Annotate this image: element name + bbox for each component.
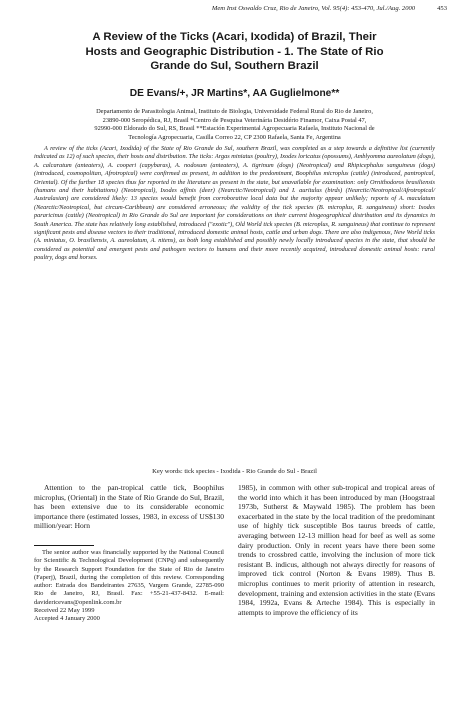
title-line-1: A Review of the Ticks (Acari, Ixodida) of Brazil, Their <box>92 31 377 43</box>
right-column-text: 1985), in common with other sub-tropical and tropical areas of the world into which it has been introduced by man (Hoogstraal 1973b, Sutherst & Maywald 1985). The problem has been exacerbated in the state by the local tradition of the predominant use of highly tick susceptible Bos taurus breeds of cattle, averaging between 12-13 million head for beef as well as some dairy production. Only in recent years have there been some trends to crossbred cattle, involving the inclusion of more tick resistant B. indicus, although not always directly for reasons of improved tick control (Norton & Evans 1989). Thus B. microplus continues to merit priority of attention in research, development, training and extension activities in the state (Evans 1984, 1992a, Evans & Arteche 1984). This is especially in attempts to improve the efficiency of its <box>238 483 435 617</box>
body-left-column <box>34 483 224 624</box>
title-line-3: Grande do Sul, Southern Brazil <box>150 60 319 72</box>
accepted-date: Accepted 4 January 2000 <box>34 615 100 623</box>
abstract: A review of the ticks (Acari, Ixodida) of the State of Rio Grande do Sul, southern Brazil, was completed as a step towards a definitive list (currently indicated as 12) of such species, their hosts and distribution. The ticks: Argas miniatus (poultry), Ixodes loricatus (opossums), Amblyomma aureolatum (dogs), A. calcaratum (anteaters), A. cooperi (capybaras), A. nodosum (anteaters), A. tigrinum (dogs) (Neotropical) and Rhipicephalus sanguineus (dogs) (introduced, cosmopolitan, Afrotropical) were confirmed as present, in addition to the predominant, Boophilus microplus (cattle) (introduced, pantropical, Oriental). Of the further 18 species thus far reported in the literature as present in the state, but unavailable for examination: only Ornithodoros brasiliensis (humans and their habitations) (Neotropical), Ixodes affinis (deer) (Nearctic/Neotropical) and I. auritulus (birds) (Nearctic/Neotropical/Afrotropical/ Australasian) are considered likely: 13 species would benefit from corroborative local data but the majority appear unlikely; reports of A. maculatum (Nearctic/Neotropical, but circum-Caribbean) are considered erroneous; the validity of the tick species (B. microplus, R. sanguineus) short: Ixodes pararicinus (cattle) (Neotropical) in Rio Grande do Sul are important for considerations on their current biogeographical distribution and its dynamics in South America. The state has relatively long established, introduced ("exotic"), Old World tick species (B. microplus, R. sanguineus) that continue to represent significant pests and disease vectors to their traditional, introduced domestic animal hosts, cattle and urban dogs. There are also indigenous, New World ticks (A. miniatus, O. brasiliensis, A. aureolatum, A. nitens), as both long established and possibly newly locally introduced species in the state, that should be considered as potential and emergent pests and pathogen vectors to humans and their more recently acquired, introduced domestic animal hosts: rural poultry, dogs and horses. <box>34 145 435 262</box>
affiliation-line-2: 23890-000 Seropédica, RJ, Brasil *Centro de Pesquisa Veterinária Desidério Finamor, Caixa Postal 47, <box>102 116 367 124</box>
keywords: Key words: tick species - Ixodida - Rio Grande do Sul - Brazil <box>152 468 317 475</box>
intro-paragraph: Attention to the pan-tropical cattle tick, Boophilus microplus, (Oriental) in the State of Rio Grande do Sul, Brazil, has been extensive due to its considerable economic importance there (estimated losses, 1983, in excess of US$130 million/year: Horn <box>34 483 224 531</box>
affiliation-line-4: Tecnología Agropecuaria, Casilla Correo 22, CP 2300 Rafaela, Santa Fe, Argentina <box>128 133 341 141</box>
funding-note: The senior author was financially supported by the National Council for Scientific & Technological Development (CNPq) and subsequently by the Research Support Foundation for the State of Rio de Janeiro (Faperj), Brazil, during the completion of this review. Corresponding author: Estrada dos Bandeirantes 27635, Vargem Grande, 22785-090 Rio de Janeiro, RJ, Brasil. Fax: +55-21-437-8432. E-mail: davidericevans@openlink.com.br <box>34 548 224 606</box>
footnote <box>34 549 224 624</box>
running-header <box>34 5 447 12</box>
page-number: 453 <box>437 5 447 12</box>
received-date: Received 22 May 1999 <box>34 607 95 615</box>
author-list: DE Evans/+, JR Martins*, AA Guglielmone** <box>129 88 340 99</box>
affiliations <box>34 108 435 142</box>
affiliation-line-3: 92990-000 Eldorado do Sul, RS, Brasil **Estación Experimental Agropecuaria Rafaela, Instituto Nacional de <box>94 125 375 133</box>
body-right-column <box>238 483 435 617</box>
footnote-divider <box>34 545 94 546</box>
article-title <box>34 30 435 74</box>
title-line-2: Hosts and Geographic Distribution - 1. The State of Rio <box>85 45 384 58</box>
journal-citation: Mem Inst Oswaldo Cruz, Rio de Janeiro, Vol. 95(4): 453-470, Jul./Aug. 2000 <box>211 5 416 12</box>
affiliation-line-1: Departamento de Parasitologia Animal, Instituto de Biologia, Universidade Federal Rural do Rio de Janeiro, <box>96 108 373 115</box>
